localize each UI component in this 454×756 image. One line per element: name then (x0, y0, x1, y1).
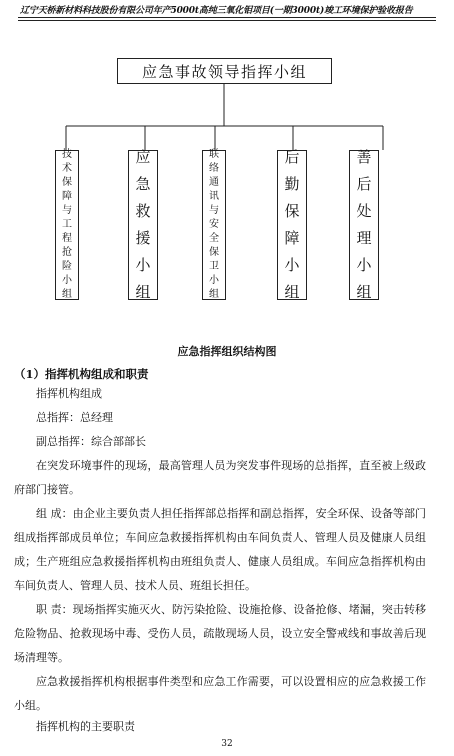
line-main-duties: 指挥机构的主要职责 (36, 720, 135, 733)
line-deputy: 副总指挥：综合部部长 (36, 435, 146, 448)
group-box-char: 卫 (209, 261, 219, 272)
group-box-rescue (128, 150, 158, 300)
group-box-char: 全 (209, 233, 219, 244)
group-box-char: 理 (356, 229, 372, 247)
paragraph-scene: 在突发环境事件的现场，最高管理人员为突发事件现场的总指挥，直至被上级政府部门接管。 (14, 459, 426, 496)
org-chart-top-box: 应急事故领导指挥小组 (117, 58, 332, 84)
group-box-char: 小 (209, 275, 219, 286)
group-box-char: 组 (135, 283, 151, 301)
group-box-char: 保 (62, 177, 72, 188)
group-box-char: 组 (284, 283, 300, 301)
group-box-char: 络 (209, 163, 219, 174)
line-composition: 指挥机构组成 (36, 387, 102, 400)
group-box-char: 技 (62, 149, 72, 160)
group-box-char: 安 (209, 219, 219, 230)
group-box-char: 保 (209, 247, 219, 258)
group-box-char: 后 (284, 148, 300, 166)
group-box-char: 组 (209, 289, 219, 300)
group-box-char: 与 (62, 205, 72, 216)
group-box-communication (202, 150, 226, 300)
group-box-char: 后 (356, 175, 372, 193)
org-chart (0, 0, 454, 330)
line-commander: 总指挥：总经理 (36, 411, 113, 424)
group-box-char: 小 (356, 256, 372, 274)
group-box-char: 处 (356, 202, 372, 220)
group-box-char: 抢 (62, 247, 72, 258)
group-box-char: 小 (284, 256, 300, 274)
group-box-char: 勤 (284, 175, 300, 193)
group-box-char: 讯 (209, 191, 219, 202)
group-box-char: 保 (284, 202, 300, 220)
figure-caption: 应急指挥组织结构图 (177, 345, 277, 358)
group-box-char: 术 (62, 163, 72, 174)
group-box-char: 险 (62, 261, 72, 272)
paragraph-composition: 组 成：由企业主要负责人担任指挥部总指挥和副总指挥，安全环保、设备等部门组成指挥部成员单位；车间应急救援指挥机构由车间负责人、管理人员及健康人员组成；生产班组应急救援指挥机构由班组负责人、健康人员组成。车间应急指挥机构由车间负责人、管理人员、技术人员、班组长担任。 (14, 507, 426, 592)
group-box-char: 组 (356, 283, 372, 301)
group-box-char: 障 (62, 191, 72, 202)
group-box-char: 联 (209, 149, 219, 160)
paragraph-duties: 职 责：现场指挥实施灭火、防污染抢险、设施抢修、设备抢修、堵漏，突击转移危险物品、抢救现场中毒、受伤人员，疏散现场人员，设立安全警戒线和事故善后现场清理等。 (14, 603, 426, 664)
group-box-aftermath (349, 150, 379, 300)
group-box-char: 小 (135, 256, 151, 274)
group-box-char: 应 (135, 148, 151, 166)
group-box-char: 组 (62, 289, 72, 300)
document-header: 辽宁天桥新材料科技股份有限公司年产5000t高纯三氧化钼项目(一期3000t)竣工环境保护验收报告 (20, 6, 413, 16)
page-number: 32 (221, 739, 233, 749)
group-box-char: 小 (62, 275, 72, 286)
group-box-char: 通 (209, 177, 219, 188)
section-heading: （1）指挥机构组成和职责 (14, 367, 149, 381)
group-box-char: 急 (135, 175, 151, 193)
group-box-char: 程 (62, 233, 72, 244)
group-box-char: 援 (135, 229, 151, 247)
group-box-char: 善 (356, 148, 372, 166)
group-box-char: 工 (62, 219, 72, 230)
group-box-char: 与 (209, 205, 219, 216)
group-box-logistics (277, 150, 307, 300)
group-box-char: 救 (135, 202, 151, 220)
paragraph-working-groups: 应急救援指挥机构根据事件类型和应急工作需要，可以设置相应的应急救援工作小组。 (14, 675, 426, 712)
group-box-tech (55, 150, 79, 300)
group-box-char: 障 (284, 229, 300, 247)
